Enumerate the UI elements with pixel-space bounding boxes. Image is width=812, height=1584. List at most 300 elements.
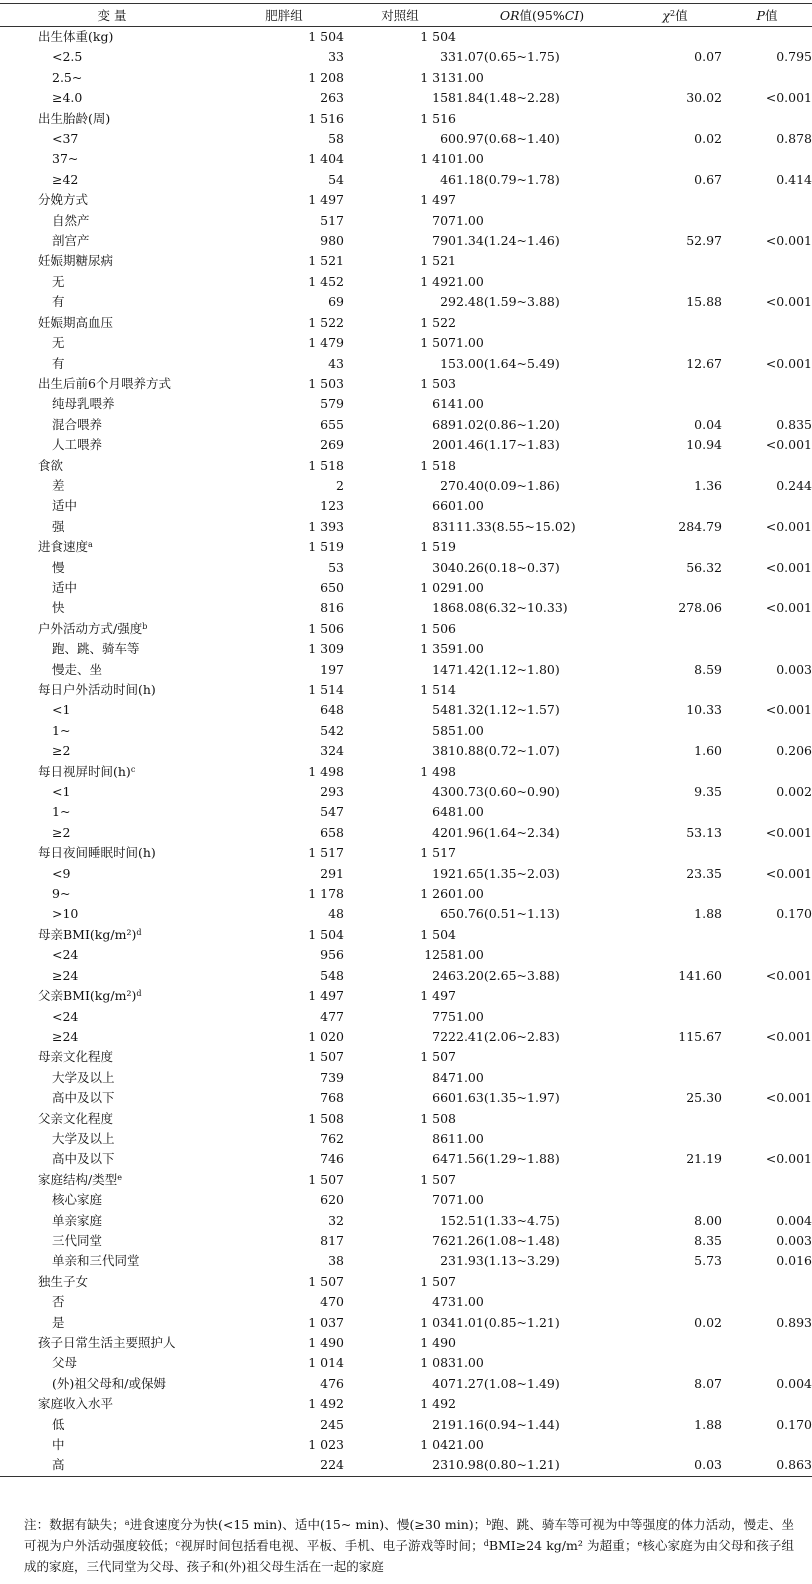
cell-variable bbox=[0, 558, 224, 578]
cell-p-value bbox=[722, 190, 812, 210]
cell-control bbox=[344, 802, 456, 822]
cell-control-text: 762 bbox=[432, 1232, 456, 1248]
cell-variable bbox=[0, 1435, 224, 1455]
cell-p-value bbox=[722, 782, 812, 802]
cell-control-text: 1 503 bbox=[420, 375, 456, 391]
cell-obese-text: 123 bbox=[320, 498, 344, 514]
cell-chi-square-text: 5.73 bbox=[694, 1253, 722, 1269]
cell-or-text: 0.73(0.60~0.90) bbox=[456, 784, 560, 800]
cell-control-text: 60 bbox=[440, 131, 456, 147]
cell-variable bbox=[0, 149, 224, 169]
cell-or bbox=[456, 966, 628, 986]
cell-or bbox=[456, 1435, 628, 1455]
cell-control bbox=[344, 211, 456, 231]
cell-or-text: 0.26(0.18~0.37) bbox=[456, 559, 560, 575]
cell-or bbox=[456, 1394, 628, 1414]
cell-p-value-text: 0.003 bbox=[776, 661, 812, 677]
cell-variable-text: 出生体重(kg) bbox=[38, 29, 114, 44]
cell-control bbox=[344, 1027, 456, 1047]
cell-control-text: 689 bbox=[432, 416, 456, 432]
cell-or-text: 2.41(2.06~2.83) bbox=[456, 1028, 560, 1044]
cell-obese-text: 1 014 bbox=[308, 1355, 344, 1371]
cell-variable-text: 高中及以下 bbox=[52, 1090, 115, 1106]
cell-or bbox=[456, 394, 628, 414]
cell-chi-square-text: 10.94 bbox=[686, 437, 722, 453]
cell-p-value-text: 0.170 bbox=[776, 906, 812, 922]
table-row bbox=[0, 904, 812, 924]
cell-obese-text: 1 504 bbox=[308, 29, 344, 44]
cell-or bbox=[456, 700, 628, 720]
cell-control bbox=[344, 660, 456, 680]
cell-obese-text: 1 504 bbox=[308, 926, 344, 942]
cell-chi-square-text: 284.79 bbox=[678, 518, 722, 534]
cell-p-value-text: <0.001 bbox=[765, 1028, 812, 1044]
cell-variable bbox=[0, 170, 224, 190]
cell-variable-text: 家庭收入水平 bbox=[38, 1396, 114, 1412]
cell-obese bbox=[224, 170, 344, 190]
cell-p-value-text: <0.001 bbox=[765, 518, 812, 534]
cell-p-value-text: 0.893 bbox=[776, 1314, 812, 1330]
cell-obese-text: 1 521 bbox=[308, 253, 344, 269]
cell-p-value-text: 0.004 bbox=[776, 1212, 812, 1228]
cell-obese-text: 293 bbox=[320, 784, 344, 800]
cell-control-text: 1 517 bbox=[420, 845, 456, 861]
cell-p-value bbox=[722, 1047, 812, 1067]
cell-or-text: 1.65(1.35~2.03) bbox=[456, 865, 560, 881]
cell-or bbox=[456, 639, 628, 659]
cell-p-value bbox=[722, 354, 812, 374]
cell-chi-square bbox=[628, 88, 722, 108]
cell-obese-text: 1 479 bbox=[308, 335, 344, 351]
cell-control-text: 407 bbox=[432, 1375, 456, 1391]
cell-control bbox=[344, 190, 456, 210]
cell-or-text: 3.20(2.65~3.88) bbox=[456, 967, 560, 983]
cell-variable-text: ≥24 bbox=[52, 1028, 79, 1044]
cell-chi-square-text: 115.67 bbox=[678, 1028, 722, 1044]
cell-or bbox=[456, 762, 628, 782]
cell-variable bbox=[0, 1374, 224, 1394]
cell-control bbox=[344, 333, 456, 353]
cell-control-text: 1 507 bbox=[420, 335, 456, 351]
cell-obese-text: 517 bbox=[320, 212, 344, 228]
cell-control-text: 158 bbox=[432, 90, 456, 106]
cell-chi-square bbox=[628, 1007, 722, 1027]
cell-variable-text: 快 bbox=[52, 600, 65, 616]
cell-obese bbox=[224, 1374, 344, 1394]
table-row bbox=[0, 1374, 812, 1394]
cell-obese bbox=[224, 354, 344, 374]
cell-control bbox=[344, 251, 456, 271]
cell-obese-text: 762 bbox=[320, 1130, 344, 1146]
table-row bbox=[0, 884, 812, 904]
cell-p-value bbox=[722, 660, 812, 680]
cell-obese-text: 739 bbox=[320, 1069, 344, 1085]
cell-control bbox=[344, 945, 456, 965]
cell-chi-square bbox=[628, 904, 722, 924]
cell-or bbox=[456, 721, 628, 741]
table-row bbox=[0, 1353, 812, 1373]
cell-obese bbox=[224, 598, 344, 618]
cell-chi-square bbox=[628, 1231, 722, 1251]
cell-or-text: 1.00 bbox=[456, 69, 484, 85]
cell-obese-text: 470 bbox=[320, 1294, 344, 1310]
cell-obese-text: 1 492 bbox=[308, 1396, 344, 1412]
cell-p-value bbox=[722, 456, 812, 476]
cell-chi-square bbox=[628, 1374, 722, 1394]
cell-or bbox=[456, 211, 628, 231]
cell-p-value bbox=[722, 251, 812, 271]
cell-p-value bbox=[722, 578, 812, 598]
header-chi-symbol: χ bbox=[662, 8, 670, 23]
cell-obese-text: 548 bbox=[320, 967, 344, 983]
cell-variable bbox=[0, 537, 224, 557]
cell-or bbox=[456, 843, 628, 863]
table-row bbox=[0, 1272, 812, 1292]
cell-p-value bbox=[722, 1292, 812, 1312]
cell-obese bbox=[224, 190, 344, 210]
cell-obese bbox=[224, 1231, 344, 1251]
cell-control bbox=[344, 986, 456, 1006]
cell-variable bbox=[0, 721, 224, 741]
cell-control bbox=[344, 864, 456, 884]
cell-obese bbox=[224, 1007, 344, 1027]
cell-obese bbox=[224, 639, 344, 659]
cell-or bbox=[456, 109, 628, 129]
cell-variable-text: >10 bbox=[52, 906, 79, 922]
cell-control bbox=[344, 354, 456, 374]
cell-obese-text: 1 497 bbox=[308, 192, 344, 208]
cell-variable-text: 中 bbox=[52, 1437, 65, 1453]
table-row bbox=[0, 394, 812, 414]
cell-chi-square bbox=[628, 680, 722, 700]
cell-control bbox=[344, 537, 456, 557]
cell-obese bbox=[224, 843, 344, 863]
cell-obese bbox=[224, 1292, 344, 1312]
cell-obese-text: 324 bbox=[320, 743, 344, 759]
cell-p-value bbox=[722, 945, 812, 965]
table-row bbox=[0, 1068, 812, 1088]
cell-p-value bbox=[722, 1068, 812, 1088]
cell-or bbox=[456, 1088, 628, 1108]
cell-control bbox=[344, 1170, 456, 1190]
cell-or-text: 1.63(1.35~1.97) bbox=[456, 1090, 560, 1106]
cell-variable bbox=[0, 109, 224, 129]
cell-p-value bbox=[722, 904, 812, 924]
cell-or bbox=[456, 1292, 628, 1312]
cell-or-text: 1.00 bbox=[456, 151, 484, 167]
cell-variable-text: 每日户外活动时间(h) bbox=[38, 682, 156, 697]
cell-or bbox=[456, 333, 628, 353]
cell-control-text: 585 bbox=[432, 722, 456, 738]
cell-obese-text: 579 bbox=[320, 396, 344, 412]
cell-chi-square-text: 52.97 bbox=[686, 233, 722, 249]
table-footnote bbox=[24, 1514, 794, 1577]
cell-variable-text: 纯母乳喂养 bbox=[52, 396, 115, 412]
cell-obese bbox=[224, 680, 344, 700]
cell-variable bbox=[0, 1333, 224, 1353]
cell-p-value bbox=[722, 1251, 812, 1271]
cell-obese-text: 1 208 bbox=[308, 69, 344, 85]
cell-control-text: 1 029 bbox=[420, 579, 456, 595]
cell-p-value-text: 0.863 bbox=[776, 1457, 812, 1473]
cell-or bbox=[456, 619, 628, 639]
cell-or bbox=[456, 864, 628, 884]
cell-control bbox=[344, 1190, 456, 1210]
cell-obese-text: 245 bbox=[320, 1416, 344, 1432]
cell-control bbox=[344, 1129, 456, 1149]
cell-obese bbox=[224, 149, 344, 169]
cell-p-value bbox=[722, 435, 812, 455]
cell-chi-square bbox=[628, 170, 722, 190]
cell-chi-square-text: 9.35 bbox=[694, 784, 722, 800]
cell-p-value bbox=[722, 1353, 812, 1373]
cell-p-value bbox=[722, 272, 812, 292]
header-obese-group: 肥胖组 bbox=[224, 4, 344, 27]
cell-chi-square bbox=[628, 843, 722, 863]
table-row bbox=[0, 782, 812, 802]
cell-obese bbox=[224, 88, 344, 108]
cell-chi-square bbox=[628, 1292, 722, 1312]
cell-or bbox=[456, 272, 628, 292]
table-row bbox=[0, 47, 812, 67]
cell-control-text: 33 bbox=[440, 49, 456, 65]
cell-control-text: 65 bbox=[440, 906, 456, 922]
table-row bbox=[0, 68, 812, 88]
cell-p-value bbox=[722, 476, 812, 496]
cell-control bbox=[344, 578, 456, 598]
table-row bbox=[0, 170, 812, 190]
cell-control-text: 548 bbox=[432, 702, 456, 718]
risk-factor-table bbox=[0, 3, 812, 1477]
cell-or bbox=[456, 415, 628, 435]
table-row bbox=[0, 333, 812, 353]
cell-p-value bbox=[722, 1231, 812, 1251]
cell-obese-text: 816 bbox=[320, 600, 344, 616]
cell-variable bbox=[0, 1211, 224, 1231]
cell-control-text: 192 bbox=[432, 865, 456, 881]
table-row bbox=[0, 823, 812, 843]
cell-variable bbox=[0, 966, 224, 986]
cell-chi-square bbox=[628, 292, 722, 312]
cell-variable-text: 自然产 bbox=[52, 212, 90, 228]
cell-chi-square bbox=[628, 700, 722, 720]
cell-p-value bbox=[722, 558, 812, 578]
cell-p-value bbox=[722, 762, 812, 782]
cell-variable bbox=[0, 190, 224, 210]
cell-chi-square-text: 53.13 bbox=[686, 824, 722, 840]
cell-obese-text: 1 503 bbox=[308, 375, 344, 391]
table-row bbox=[0, 578, 812, 598]
table-row bbox=[0, 149, 812, 169]
cell-or bbox=[456, 456, 628, 476]
cell-chi-square-text: 1.88 bbox=[694, 906, 722, 922]
cell-chi-square bbox=[628, 578, 722, 598]
cell-obese bbox=[224, 1170, 344, 1190]
cell-variable bbox=[0, 639, 224, 659]
cell-control-text: 1 522 bbox=[420, 314, 456, 330]
cell-obese-text: 38 bbox=[328, 1253, 344, 1269]
cell-variable-text: 妊娠期高血压 bbox=[38, 314, 114, 330]
cell-obese bbox=[224, 558, 344, 578]
cell-variable bbox=[0, 1313, 224, 1333]
cell-control bbox=[344, 374, 456, 394]
cell-p-value bbox=[722, 394, 812, 414]
cell-variable-text: 进食速度 bbox=[38, 539, 89, 555]
cell-control bbox=[344, 313, 456, 333]
cell-p-value bbox=[722, 1415, 812, 1435]
cell-chi-square bbox=[628, 190, 722, 210]
cell-obese-text: 1 507 bbox=[308, 1049, 344, 1065]
cell-control-text: 1 521 bbox=[420, 253, 456, 269]
cell-control bbox=[344, 1415, 456, 1435]
cell-variable bbox=[0, 1190, 224, 1210]
cell-control bbox=[344, 231, 456, 251]
cell-p-value-text: 0.016 bbox=[776, 1253, 812, 1269]
cell-variable bbox=[0, 864, 224, 884]
header-p-suffix: 值 bbox=[764, 8, 778, 23]
table-row bbox=[0, 1333, 812, 1353]
cell-control-text: 420 bbox=[432, 824, 456, 840]
header-or-close: ) bbox=[579, 8, 585, 23]
cell-variable-text: <1 bbox=[52, 702, 71, 718]
cell-or bbox=[456, 1068, 628, 1088]
cell-chi-square bbox=[628, 1272, 722, 1292]
cell-p-value bbox=[722, 1109, 812, 1129]
cell-or bbox=[456, 68, 628, 88]
table-row bbox=[0, 700, 812, 720]
cell-or-text: 2.51(1.33~4.75) bbox=[456, 1212, 560, 1228]
cell-variable bbox=[0, 129, 224, 149]
cell-chi-square bbox=[628, 211, 722, 231]
cell-chi-square bbox=[628, 1313, 722, 1333]
cell-variable bbox=[0, 517, 224, 537]
cell-obese-text: 1 452 bbox=[308, 273, 344, 289]
cell-obese-text: 1 498 bbox=[308, 763, 344, 779]
cell-chi-square-text: 0.03 bbox=[694, 1457, 722, 1473]
cell-p-value bbox=[722, 231, 812, 251]
cell-p-value-text: <0.001 bbox=[765, 967, 812, 983]
header-or-italic: OR bbox=[499, 8, 520, 23]
cell-variable-text: 单亲家庭 bbox=[52, 1212, 103, 1228]
table-row bbox=[0, 1415, 812, 1435]
cell-p-value-text: 0.003 bbox=[776, 1232, 812, 1248]
cell-variable-text: <9 bbox=[52, 865, 71, 881]
cell-chi-square bbox=[628, 47, 722, 67]
table-row bbox=[0, 476, 812, 496]
cell-chi-square bbox=[628, 313, 722, 333]
cell-control-text: 1 359 bbox=[420, 641, 456, 657]
cell-p-value bbox=[722, 149, 812, 169]
cell-variable-text: (外)祖父母和/或保姆 bbox=[52, 1375, 166, 1391]
cell-variable-text: 妊娠期糖尿病 bbox=[38, 253, 114, 269]
table-row bbox=[0, 211, 812, 231]
cell-obese-text: 54 bbox=[328, 171, 344, 187]
cell-or-text: 1.00 bbox=[456, 722, 484, 738]
cell-obese bbox=[224, 517, 344, 537]
table-row bbox=[0, 721, 812, 741]
cell-control bbox=[344, 1333, 456, 1353]
cell-control-text: 1 410 bbox=[420, 151, 456, 167]
table-row bbox=[0, 517, 812, 537]
cell-or bbox=[456, 231, 628, 251]
cell-variable-text: <2.5 bbox=[52, 49, 83, 65]
table-row bbox=[0, 88, 812, 108]
cell-obese bbox=[224, 700, 344, 720]
cell-or-text: 1.00 bbox=[456, 1008, 484, 1024]
cell-obese bbox=[224, 619, 344, 639]
cell-variable-text: 母亲文化程度 bbox=[38, 1049, 114, 1065]
cell-variable bbox=[0, 1027, 224, 1047]
cell-chi-square bbox=[628, 272, 722, 292]
cell-control bbox=[344, 884, 456, 904]
cell-chi-square bbox=[628, 129, 722, 149]
cell-variable bbox=[0, 619, 224, 639]
cell-variable-text: 出生后前6个月喂养方式 bbox=[38, 375, 171, 391]
cell-variable bbox=[0, 925, 224, 945]
cell-chi-square bbox=[628, 945, 722, 965]
cell-control bbox=[344, 1374, 456, 1394]
table-row bbox=[0, 864, 812, 884]
cell-obese-text: 58 bbox=[328, 131, 344, 147]
cell-variable bbox=[0, 1231, 224, 1251]
note-e-sup: e bbox=[637, 1539, 643, 1548]
table-row bbox=[0, 802, 812, 822]
cell-obese bbox=[224, 231, 344, 251]
cell-control-text: 15 bbox=[440, 355, 456, 371]
cell-obese-text: 547 bbox=[320, 804, 344, 820]
cell-chi-square bbox=[628, 802, 722, 822]
cell-control-text: 861 bbox=[432, 1130, 456, 1146]
cell-obese-text: 1 023 bbox=[308, 1437, 344, 1453]
cell-or-text: 0.98(0.80~1.21) bbox=[456, 1457, 560, 1473]
cell-chi-square bbox=[628, 394, 722, 414]
cell-obese bbox=[224, 211, 344, 231]
cell-control bbox=[344, 170, 456, 190]
table-row bbox=[0, 496, 812, 516]
cell-variable-text: <24 bbox=[52, 1008, 79, 1024]
cell-chi-square bbox=[628, 782, 722, 802]
cell-control-text: 23 bbox=[440, 1253, 456, 1269]
cell-obese bbox=[224, 925, 344, 945]
cell-or-text: 1.00 bbox=[456, 1069, 484, 1085]
cell-variable-text: 2.5~ bbox=[52, 69, 83, 85]
header-chi-suffix: 值 bbox=[675, 8, 688, 23]
cell-variable bbox=[0, 456, 224, 476]
note-c-text: 视屏时间包括看电视、平板、手机、电子游戏等时间； bbox=[180, 1538, 484, 1553]
cell-variable-text: 大学及以上 bbox=[52, 1130, 115, 1146]
cell-control-text: 1 516 bbox=[420, 110, 456, 126]
cell-obese-text: 33 bbox=[328, 49, 344, 65]
table-row bbox=[0, 1109, 812, 1129]
cell-obese bbox=[224, 823, 344, 843]
cell-control-text: 831 bbox=[432, 518, 456, 534]
cell-control bbox=[344, 1211, 456, 1231]
cell-or bbox=[456, 496, 628, 516]
cell-or bbox=[456, 1109, 628, 1129]
header-p-value bbox=[722, 4, 812, 27]
cell-chi-square bbox=[628, 966, 722, 986]
cell-obese-text: 1 507 bbox=[308, 1171, 344, 1187]
cell-variable bbox=[0, 598, 224, 618]
cell-or-text: 1.00 bbox=[456, 273, 484, 289]
cell-variable-text: 三代同堂 bbox=[52, 1232, 103, 1248]
cell-p-value bbox=[722, 27, 812, 48]
cell-obese bbox=[224, 374, 344, 394]
cell-variable bbox=[0, 782, 224, 802]
cell-or-text: 1.07(0.65~1.75) bbox=[456, 49, 560, 65]
cell-variable bbox=[0, 272, 224, 292]
table-row bbox=[0, 313, 812, 333]
